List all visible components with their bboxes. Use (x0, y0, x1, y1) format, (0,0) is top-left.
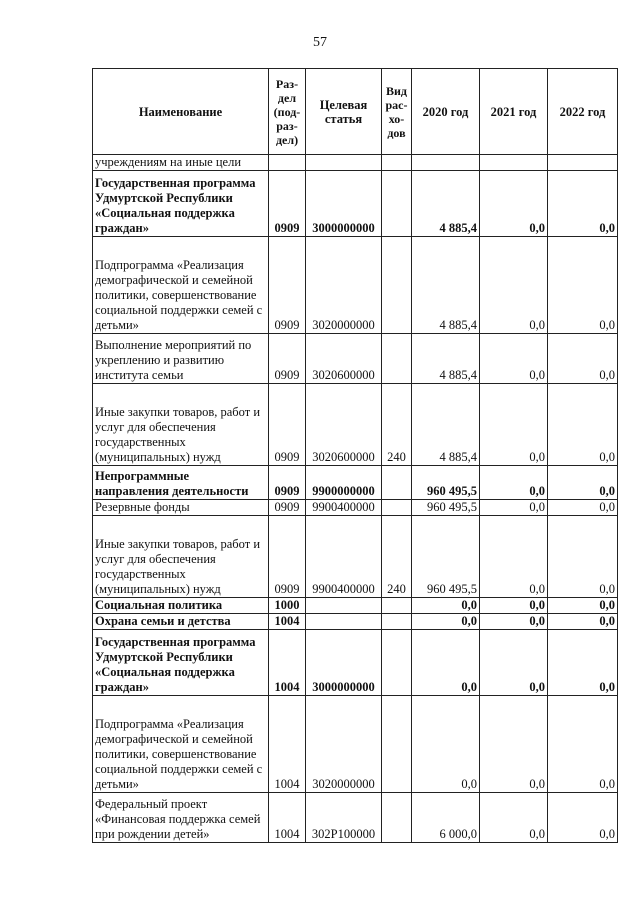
cell-razdel: 0909 (269, 334, 306, 384)
cell-name: Подпрограмма «Реализация демографической и семейной политики, совершенствование социальной поддержки семей с детьми» (93, 237, 269, 334)
cell-vid (382, 793, 412, 843)
header-2020: 2020 год (412, 69, 480, 155)
cell-name: Иные закупки товаров, работ и услуг для обеспечения государственных (муниципальных) нужд (93, 516, 269, 598)
cell-statya: 9900000000 (306, 466, 382, 500)
cell-2020: 960 495,5 (412, 466, 480, 500)
cell-statya: 3020000000 (306, 696, 382, 793)
cell-2022: 0,0 (548, 696, 618, 793)
cell-name: Государственная программа Удмуртской Республики «Социальная поддержка граждан» (93, 171, 269, 237)
header-statya: Целевая статья (306, 69, 382, 155)
cell-razdel: 0909 (269, 516, 306, 598)
cell-vid (382, 466, 412, 500)
table-header-row (93, 69, 618, 155)
cell-razdel: 1000 (269, 598, 306, 614)
cell-2021: 0,0 (480, 500, 548, 516)
cell-2020: 0,0 (412, 696, 480, 793)
cell-2020: 960 495,5 (412, 500, 480, 516)
cell-2020: 0,0 (412, 614, 480, 630)
cell-2020 (412, 155, 480, 171)
cell-2020: 960 495,5 (412, 516, 480, 598)
cell-2022: 0,0 (548, 237, 618, 334)
cell-name: учреждениям на иные цели (93, 155, 269, 171)
cell-2022: 0,0 (548, 466, 618, 500)
cell-vid (382, 171, 412, 237)
cell-2021: 0,0 (480, 334, 548, 384)
cell-statya (306, 598, 382, 614)
table-row (93, 614, 618, 630)
cell-2020: 4 885,4 (412, 384, 480, 466)
cell-statya: 9900400000 (306, 500, 382, 516)
cell-2022: 0,0 (548, 598, 618, 614)
cell-2022 (548, 155, 618, 171)
cell-name: Государственная программа Удмуртской Республики «Социальная поддержка граждан» (93, 630, 269, 696)
cell-statya: 3020600000 (306, 334, 382, 384)
table-row (93, 155, 618, 171)
cell-statya: 3000000000 (306, 171, 382, 237)
cell-vid (382, 237, 412, 334)
cell-2021: 0,0 (480, 598, 548, 614)
cell-2020: 0,0 (412, 630, 480, 696)
cell-statya: 3020000000 (306, 237, 382, 334)
cell-vid (382, 598, 412, 614)
cell-2022: 0,0 (548, 793, 618, 843)
table-row (93, 516, 618, 598)
cell-name: Резервные фонды (93, 500, 269, 516)
cell-razdel: 0909 (269, 466, 306, 500)
cell-razdel (269, 155, 306, 171)
cell-2020: 4 885,4 (412, 171, 480, 237)
cell-name: Социальная политика (93, 598, 269, 614)
cell-2022: 0,0 (548, 614, 618, 630)
cell-2020: 0,0 (412, 598, 480, 614)
cell-2022: 0,0 (548, 384, 618, 466)
table-row (93, 500, 618, 516)
cell-razdel: 1004 (269, 630, 306, 696)
table-row (93, 630, 618, 696)
cell-razdel: 1004 (269, 696, 306, 793)
cell-razdel: 0909 (269, 500, 306, 516)
cell-statya: 3000000000 (306, 630, 382, 696)
cell-2021: 0,0 (480, 237, 548, 334)
cell-vid: 240 (382, 516, 412, 598)
cell-2020: 4 885,4 (412, 237, 480, 334)
cell-razdel: 0909 (269, 237, 306, 334)
header-razdel: Раз- дел (под- раз- дел) (269, 69, 306, 155)
cell-2021: 0,0 (480, 171, 548, 237)
cell-name: Непрограммные направления деятельности (93, 466, 269, 500)
cell-vid (382, 696, 412, 793)
cell-vid (382, 334, 412, 384)
table-body (93, 155, 618, 843)
cell-2021: 0,0 (480, 793, 548, 843)
table-row (93, 334, 618, 384)
header-2021: 2021 год (480, 69, 548, 155)
cell-2021: 0,0 (480, 516, 548, 598)
cell-name: Подпрограмма «Реализация демографической и семейной политики, совершенствование социальной поддержки семей с детьми» (93, 696, 269, 793)
table-row (93, 466, 618, 500)
header-2022: 2022 год (548, 69, 618, 155)
header-name: Наименование (93, 69, 269, 155)
cell-2021: 0,0 (480, 384, 548, 466)
table-row (93, 696, 618, 793)
cell-2021: 0,0 (480, 614, 548, 630)
page-number: 57 (313, 35, 327, 50)
cell-2020: 6 000,0 (412, 793, 480, 843)
cell-vid (382, 500, 412, 516)
cell-statya: 3020600000 (306, 384, 382, 466)
cell-razdel: 0909 (269, 384, 306, 466)
cell-vid (382, 614, 412, 630)
cell-statya: 9900400000 (306, 516, 382, 598)
cell-statya: 302P100000 (306, 793, 382, 843)
cell-2022: 0,0 (548, 334, 618, 384)
cell-razdel: 1004 (269, 614, 306, 630)
header-vid: Вид рас- хо- дов (382, 69, 412, 155)
cell-2021: 0,0 (480, 696, 548, 793)
table-row (93, 598, 618, 614)
table-row (93, 237, 618, 334)
cell-2020: 4 885,4 (412, 334, 480, 384)
table-row (93, 384, 618, 466)
cell-2022: 0,0 (548, 500, 618, 516)
cell-razdel: 0909 (269, 171, 306, 237)
cell-2022: 0,0 (548, 171, 618, 237)
cell-name: Федеральный проект «Финансовая поддержка семей при рождении детей» (93, 793, 269, 843)
cell-vid (382, 155, 412, 171)
cell-2021 (480, 155, 548, 171)
budget-table (92, 68, 618, 843)
cell-name: Выполнение мероприятий по укреплению и развитию института семьи (93, 334, 269, 384)
cell-2022: 0,0 (548, 630, 618, 696)
table-row (93, 793, 618, 843)
cell-name: Иные закупки товаров, работ и услуг для обеспечения государственных (муниципальных) нужд (93, 384, 269, 466)
cell-2021: 0,0 (480, 630, 548, 696)
cell-statya (306, 155, 382, 171)
cell-statya (306, 614, 382, 630)
table-row (93, 171, 618, 237)
cell-2021: 0,0 (480, 466, 548, 500)
cell-vid (382, 630, 412, 696)
cell-razdel: 1004 (269, 793, 306, 843)
cell-name: Охрана семьи и детства (93, 614, 269, 630)
cell-2022: 0,0 (548, 516, 618, 598)
cell-vid: 240 (382, 384, 412, 466)
